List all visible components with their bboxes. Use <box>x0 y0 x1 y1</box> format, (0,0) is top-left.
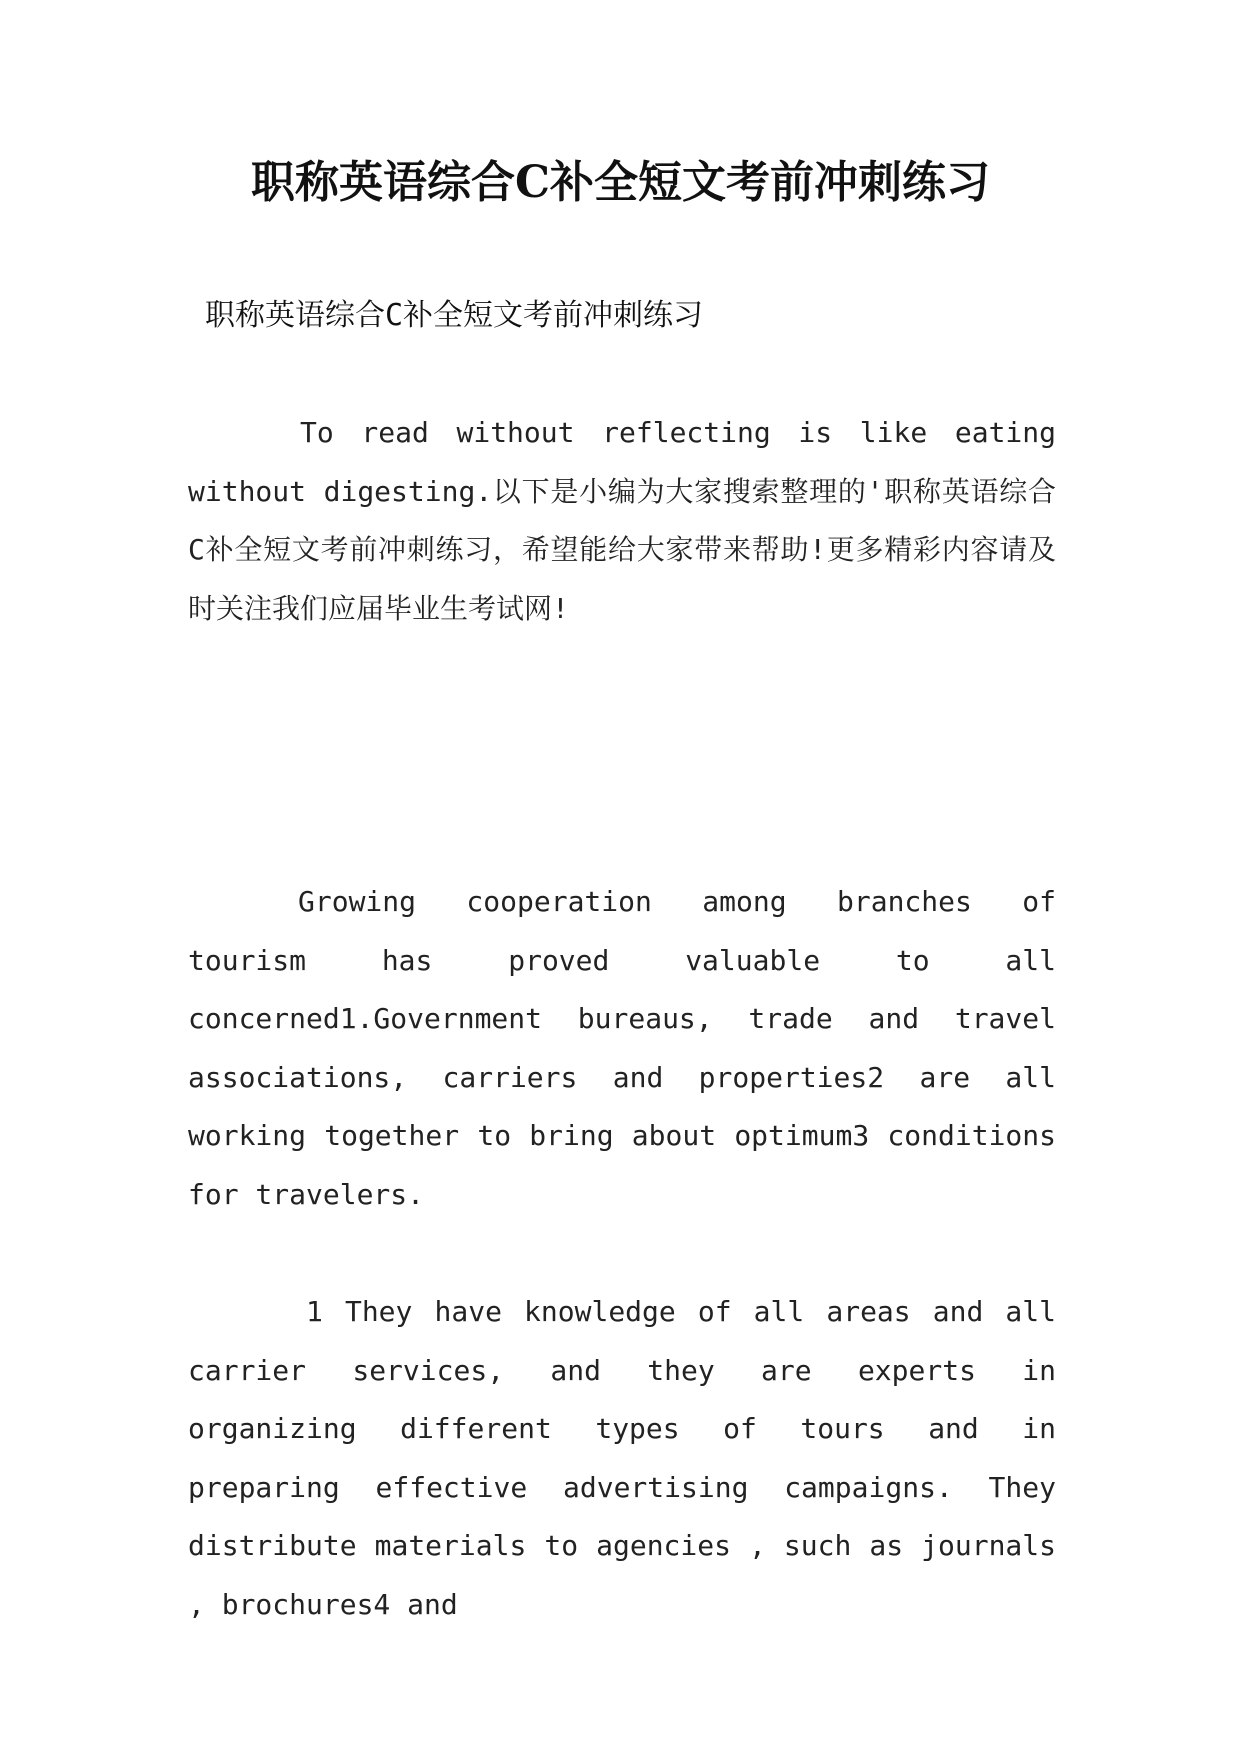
document-title: 职称英语综合C补全短文考前冲刺练习 <box>250 157 991 208</box>
paragraph-intro: To read without reflecting is like eating without digesting.以下是小编为大家搜索整理的'职称英语综合C补全短文考前冲刺练习，希望能给大家带来帮助!更多精彩内容请及时关注我们应届毕业生考试网! <box>188 416 1056 625</box>
document-subtitle: 职称英语综合C补全短文考前冲刺练习 <box>205 298 704 333</box>
paragraph-knowledge: 1 They have knowledge of all areas and all carrier services, and they are experts in organizing different types of tours and in preparing effective advertising campaigns. They distribute materials to agencies , such as journals , brochures4 and <box>188 1295 1056 1621</box>
paragraph-cooperation: Growing cooperation among branches of tourism has proved valuable to all concerned1.Government bureaus, trade and travel associations, carriers and properties2 are all working together to bring about optimum3 conditions for travelers. <box>188 885 1056 1211</box>
